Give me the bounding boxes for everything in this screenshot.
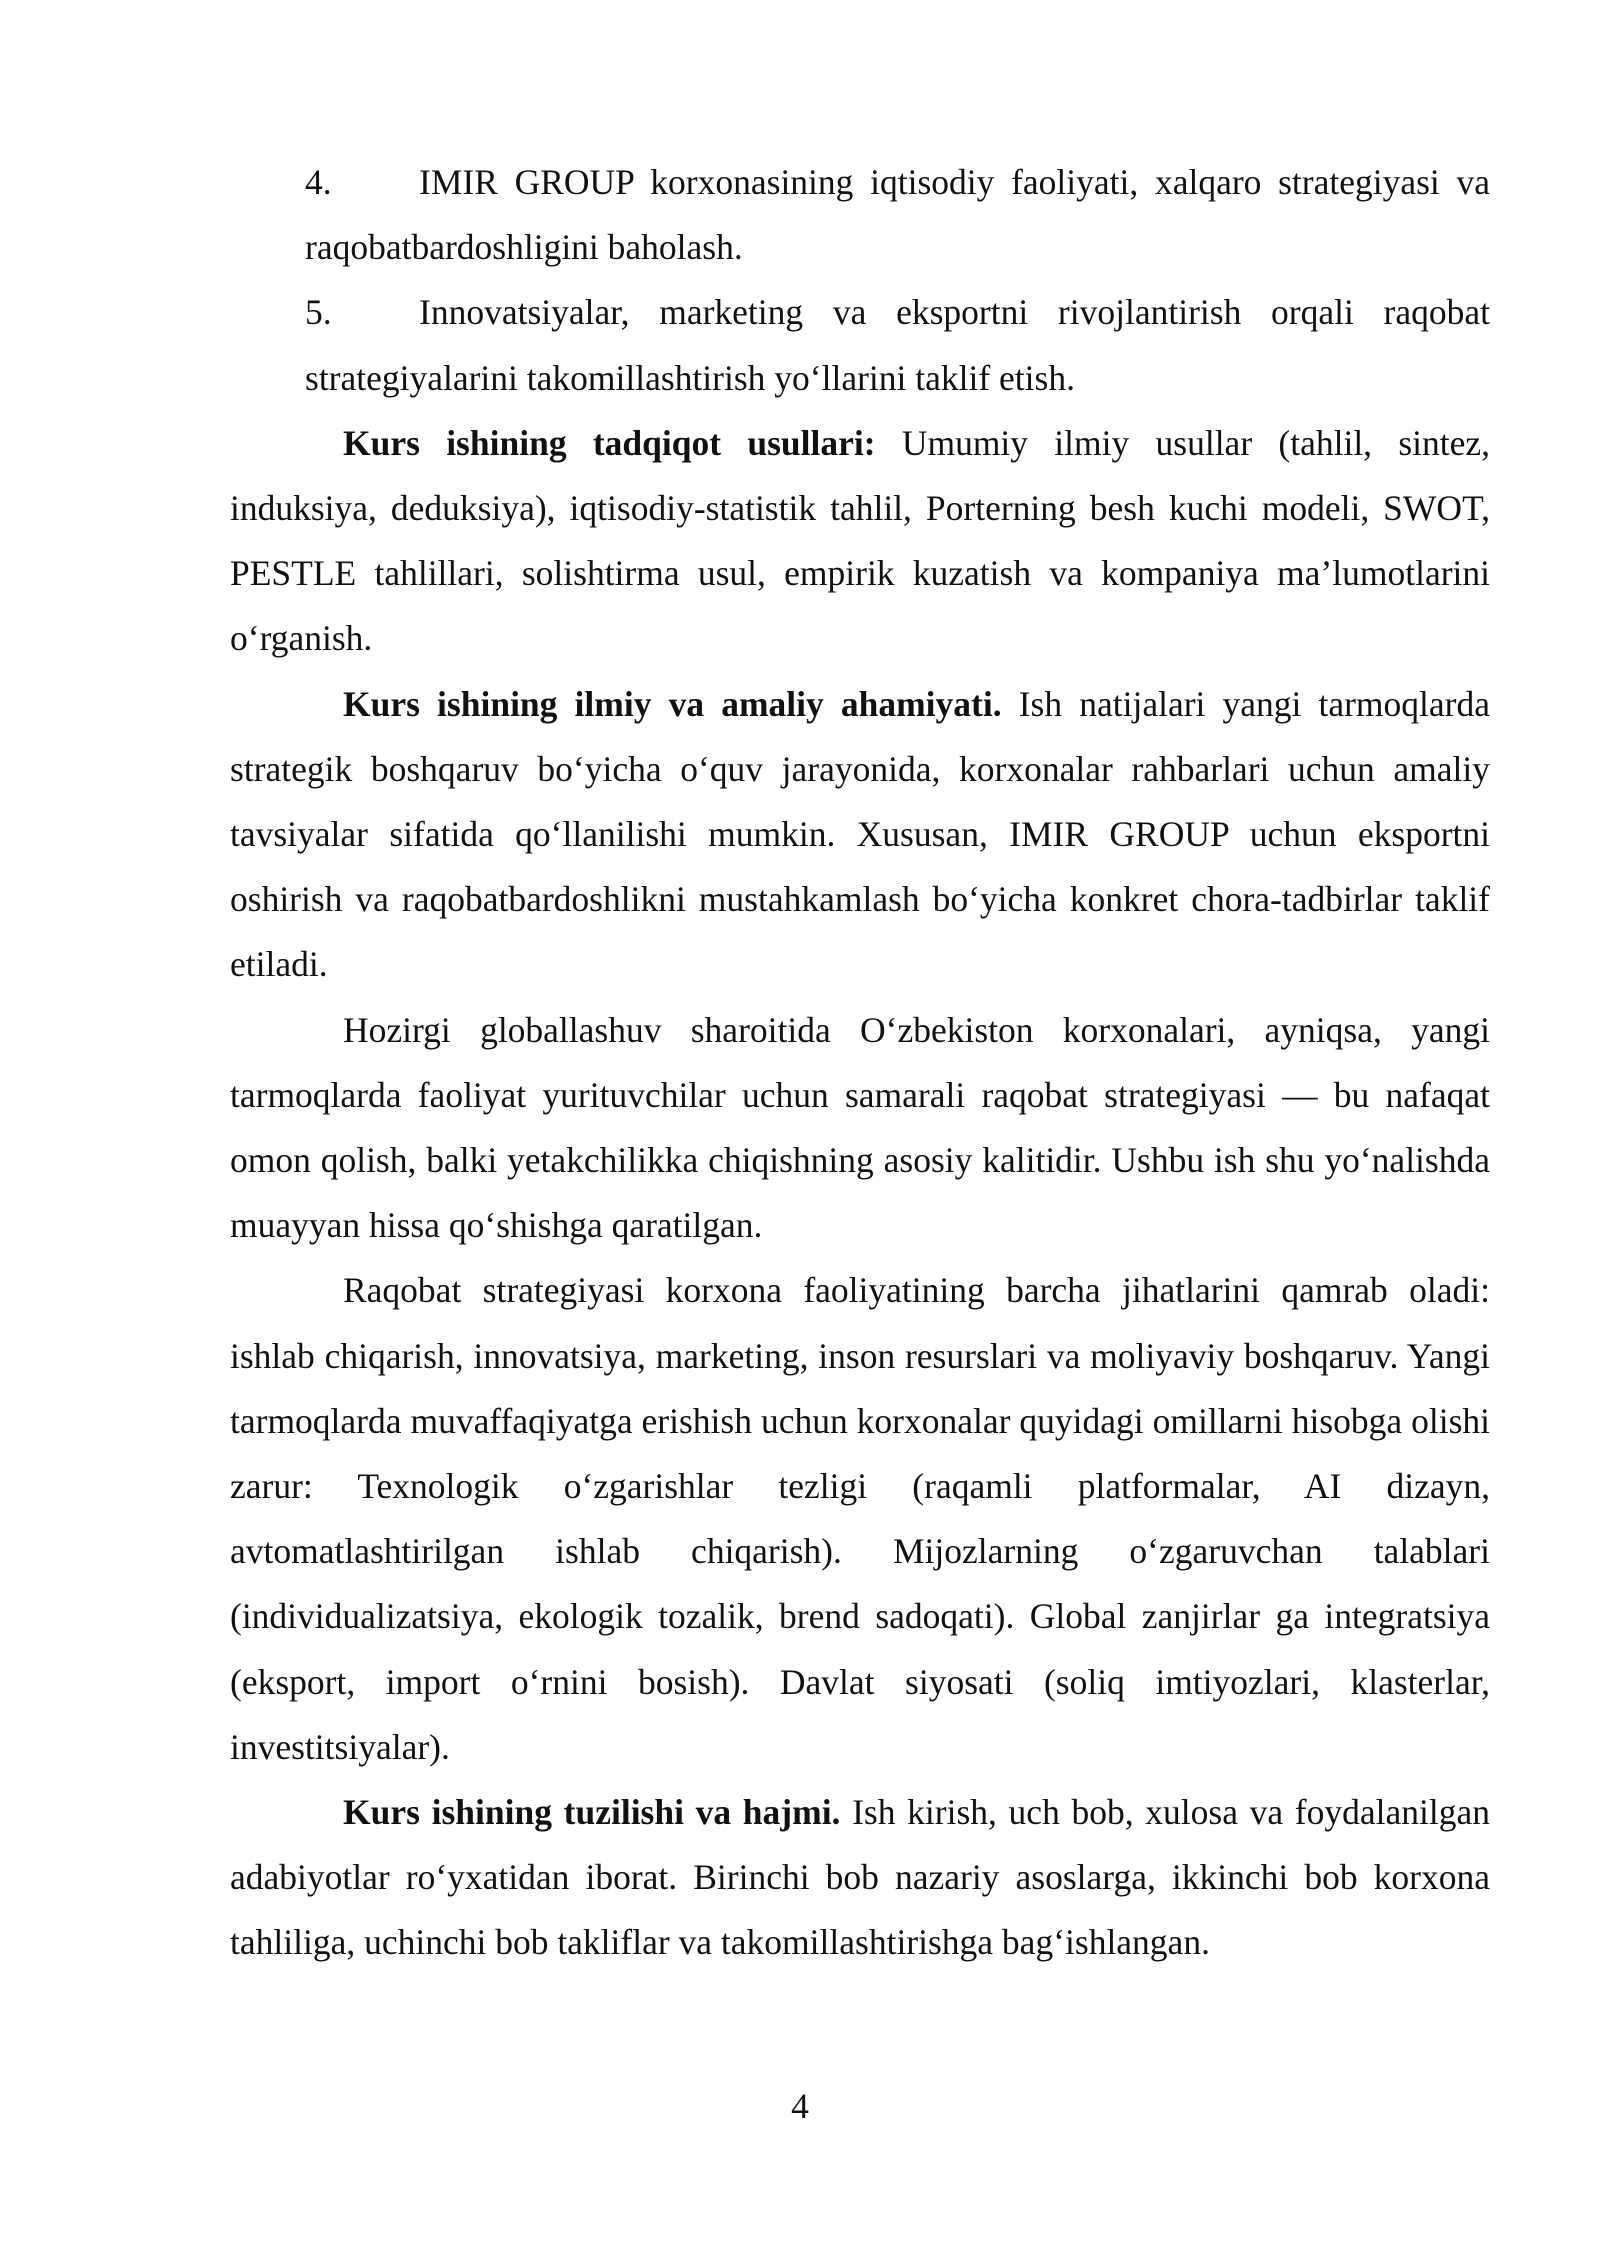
list-item-continuation: raqobatbardoshligini baholash. bbox=[305, 227, 743, 268]
paragraph-significance bbox=[230, 672, 1490, 998]
list-item-5 bbox=[305, 280, 1490, 410]
page-body bbox=[230, 150, 1490, 1976]
list-item-first-line: IMIR GROUP korxonasining iqtisodiy faoliyati, xalqaro strategiyasi va bbox=[419, 162, 1490, 202]
list-item-first-line: Innovatsiyalar, marketing va eksportni rivojlantirish orqali raqobat bbox=[419, 292, 1490, 333]
paragraph-text: Ish kirish, uch bob, xulosa va foydalanilgan adabiyotlar ro‘yxatidan iborat. Birinchi bob nazariy asoslarga, ikkinchi bob korxona tahliliga, uchinchi bob takliflar va takomillashtirishga bag‘ishlangan. bbox=[230, 1792, 1490, 1963]
paragraph-text: Ish natijalari yangi tarmoqlarda strategik boshqaruv bo‘yicha o‘quv jarayonida, korxonalar rahbarlari uchun amaliy tavsiyalar sifatida qo‘llanilishi mumkin. Xususan, IMIR GROUP uchun eksportni oshirish va raqobatbardoshlikni mustahkamlash bo‘yicha konkret chora-tadbirlar taklif etiladi. bbox=[230, 683, 1490, 985]
paragraph-text: Hozirgi globallashuv sharoitida O‘zbekiston korxonalari, ayniqsa, yangi tarmoqlarda faoliyat yurituvchilar uchun samarali raqobat strategiyasi — bu nafaqat omon qolish, balki yetakchilikka chiqishning asosiy kalitidir. Ushbu ish shu yo‘nalishda muayyan hissa qo‘shishga qaratilgan. bbox=[230, 1009, 1490, 1246]
paragraph-globalization bbox=[230, 998, 1490, 1259]
paragraph-text: Umumiy ilmiy usullar (tahlil, sintez, induksiya, deduksiya), iqtisodiy-statistik tahlil, Porterning besh kuchi modeli, SWOT, PESTLE tahlillari, solishtirma usul, empirik kuzatish va kompaniya ma’lumotlarini o‘rganish. bbox=[230, 422, 1490, 659]
list-item-number: 5. bbox=[305, 292, 332, 333]
paragraph-heading: Kurs ishining ilmiy va amaliy ahamiyati. bbox=[343, 683, 1002, 724]
paragraph-competition-strategy bbox=[230, 1258, 1490, 1780]
paragraph-research-methods bbox=[230, 411, 1490, 672]
paragraph-text: Raqobat strategiyasi korxona faoliyatining barcha jihatlarini qamrab oladi: ishlab chiqarish, innovatsiya, marketing, inson resurslari va moliyaviy boshqaruv. Yangi tarmoqlarda muvaffaqiyatga erishish uchun korxonalar quyidagi omillarni hisobga olishi zarur: Texnologik o‘zgarishlar tezligi (raqamli platformalar, AI dizayn, avtomatlashtirilgan ishlab chiqarish). Mijozlarning o‘zgaruvchan talablari (individualizatsiya, ekologik tozalik, brend sadoqati). Global zanjirlar ga integratsiya (eksport, import o‘rnini bosish). Davlat siyosati (soliq imtiyozlari, klasterlar, investitsiyalar). bbox=[230, 1270, 1490, 1767]
paragraph-structure bbox=[230, 1780, 1490, 1976]
list-item-number: 4. bbox=[305, 162, 332, 202]
list-item-continuation: strategiyalarini takomillashtirish yo‘llarini taklif etish. bbox=[305, 357, 1075, 398]
paragraph-heading: Kurs ishining tadqiqot usullari: bbox=[343, 422, 876, 463]
paragraph-heading: Kurs ishining tuzilishi va hajmi. bbox=[343, 1792, 841, 1833]
page-number: 4 bbox=[791, 2086, 809, 2126]
list-item-4 bbox=[305, 150, 1490, 280]
